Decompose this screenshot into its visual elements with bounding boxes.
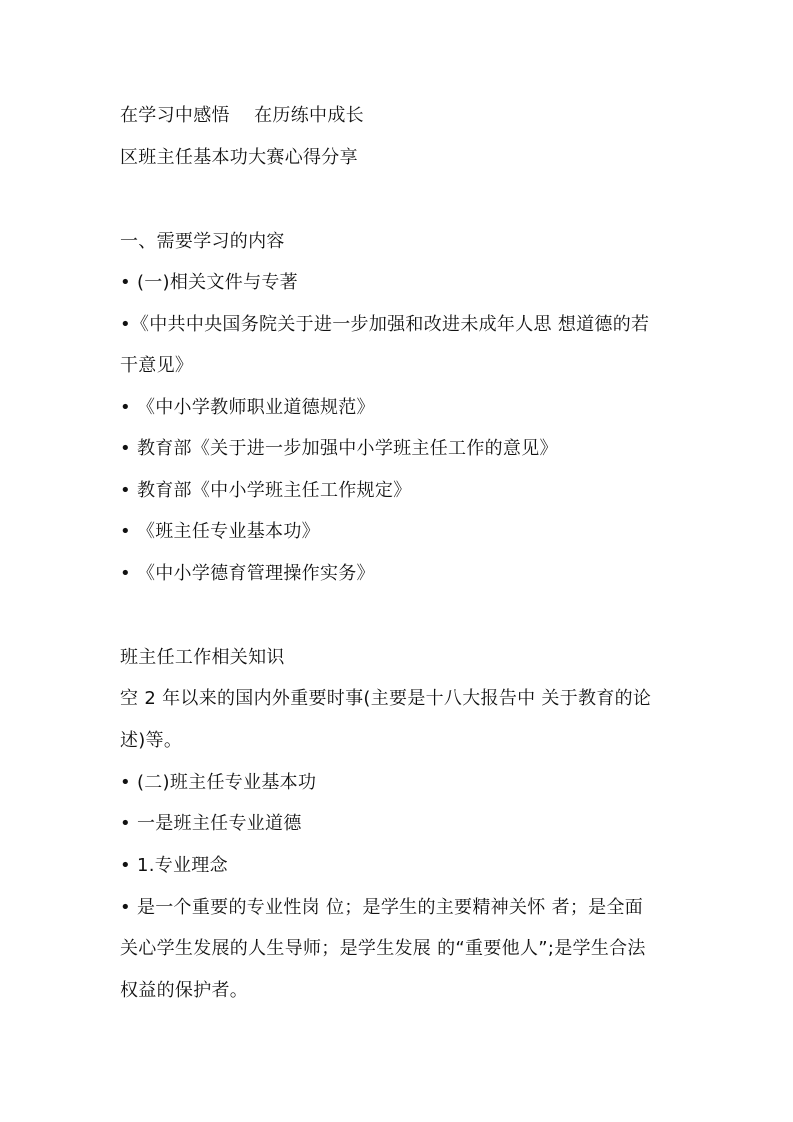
list-item: • 教育部《中小学班主任工作规定》 xyxy=(120,480,412,501)
list-item-continuation: 干意见》 xyxy=(120,355,194,376)
list-item: • 教育部《关于进一步加强中小学班主任工作的意见》 xyxy=(120,438,558,459)
paragraph-line: 权益的保护者。 xyxy=(120,980,249,1001)
paragraph-line: 关心学生发展的人生导师；是学生发展 的“重要他人”;是学生合法 xyxy=(120,938,646,959)
list-item: • 一是班主任专业道德 xyxy=(120,813,302,834)
paragraph-line: • 是一个重要的专业性岗 位；是学生的主要精神关怀 者；是全面 xyxy=(120,897,644,918)
list-item: • 《中小学德育管理操作实务》 xyxy=(120,563,375,584)
document-title: 在学习中感悟 在历练中成长 xyxy=(120,105,364,126)
section-heading-learning-content: 一、需要学习的内容 xyxy=(120,231,285,252)
paragraph-line: 空 2 年以来的国内外重要时事(主要是十八大报告中 关于教育的论 xyxy=(120,688,652,709)
list-item: • 《中小学教师职业道德规范》 xyxy=(120,397,375,418)
list-item: • 《班主任专业基本功》 xyxy=(120,521,320,542)
list-item: • (二)班主任专业基本功 xyxy=(120,772,317,793)
list-item: • (一)相关文件与专著 xyxy=(120,272,298,293)
list-item: •《中共中央国务院关于进一步加强和改进未成年人思 想道德的若 xyxy=(120,314,650,335)
paragraph-line: 述)等。 xyxy=(120,730,183,751)
section-heading-related-knowledge: 班主任工作相关知识 xyxy=(120,647,285,668)
list-item: • 1.专业理念 xyxy=(120,855,228,876)
document-subtitle: 区班主任基本功大赛心得分享 xyxy=(120,147,358,168)
